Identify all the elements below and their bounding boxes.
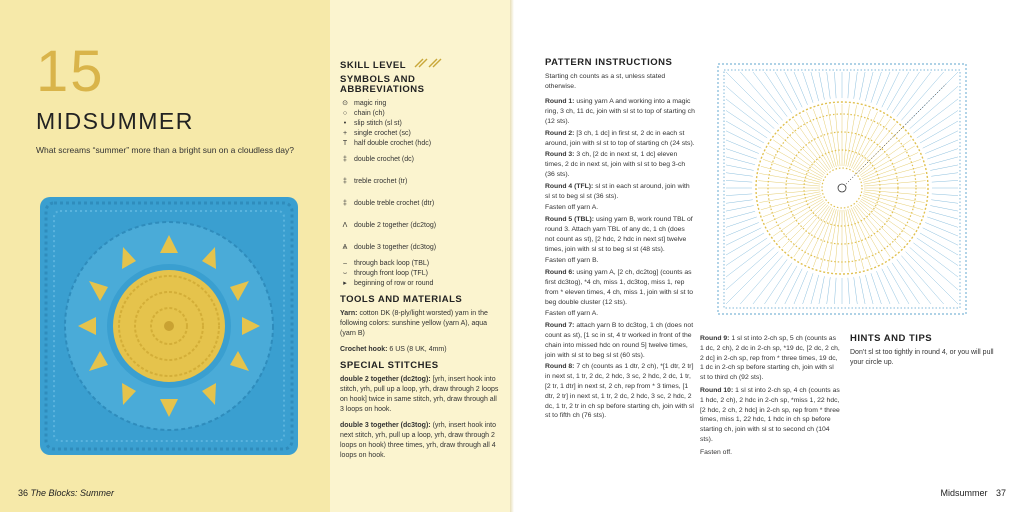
symbol-label: treble crochet (tr) [354, 178, 408, 185]
pattern-round: Fasten off yarn A. [545, 204, 599, 212]
symbol-row-slip-stitch [340, 119, 500, 129]
intro-text: What screams “summer” more than a bright sun on a cloudless day? [36, 145, 294, 155]
single-crochet-icon: + [342, 130, 348, 137]
rounds-list-continued [700, 334, 840, 458]
right-page-number: 37 [995, 488, 1006, 498]
symbol-label: magic ring [354, 100, 387, 107]
front-loop-icon: ⌣ [342, 270, 348, 277]
symbol-label: chain (ch) [354, 110, 385, 117]
pattern-round: Fasten off yarn A. [545, 310, 599, 318]
double-treble-crochet-icon: ‡ [343, 200, 347, 207]
symbol-label: double 2 together (dc2tog) [354, 222, 437, 229]
pattern-round: Round 2: [3 ch, 1 dc] in first st, 2 dc in each st around, join with sl st to top of starting ch (24 sts). [545, 129, 695, 147]
symbol-label: double 3 together (dc3tog) [354, 244, 437, 251]
pattern-instructions [545, 58, 695, 423]
symbol-label: single crochet (sc) [354, 130, 411, 137]
double-2-together-icon: Λ [342, 222, 348, 229]
symbol-row-back-loop [340, 259, 500, 269]
special-stitch-2: double 3 together (dc3tog): (yrh, insert hook into next stitch, yrh, pull up a loop, yrh, draw through 2 loops on hook) three times, yrh, draw through all 4 loops on hook. [340, 422, 496, 459]
symbol-row-single-crochet [340, 129, 500, 139]
crochet-square-photo [38, 195, 300, 457]
left-page-number: 36 [18, 488, 29, 498]
double-crochet-icon: ‡ [343, 156, 347, 163]
back-loop-icon: ⌢ [342, 260, 348, 267]
symbol-row-half-double-crochet [340, 139, 500, 149]
book-gutter [510, 0, 514, 512]
pattern-round: Fasten off yarn B. [545, 257, 599, 265]
symbol-row-chain [340, 109, 500, 119]
beginning-of-row-icon: ▸ [343, 280, 347, 287]
rounds-list [545, 97, 695, 421]
treble-crochet-icon: ‡ [343, 178, 347, 185]
pattern-round: Fasten off. [700, 448, 732, 456]
symbol-label: double crochet (dc) [354, 156, 414, 163]
page-title: MIDSUMMER [36, 108, 194, 134]
symbol-row-double-3-together [340, 237, 500, 259]
symbol-row-beginning-of-row [340, 279, 500, 289]
symbol-row-double-treble-crochet [340, 193, 500, 215]
pattern-heading: PATTERN INSTRUCTIONS [545, 57, 673, 68]
crochet-chart-diagram [714, 60, 970, 318]
pattern-round: Round 9: 1 sl st into 2-ch sp, 5 ch (counts as 1 dc, 2 ch), 2 dc in 2-ch sp, *19 dc, [2 dc, 2 ch, 2 dc] in 2-ch sp, rep from * three times, 19 dc, 1 dc in 2-ch sp before starting ch, join with sl st to third ch (92 sts). [700, 335, 840, 382]
pattern-instructions-continued [700, 334, 840, 461]
symbol-row-magic-ring [340, 99, 500, 109]
yarn-info: Yarn: cotton DK (8-ply/light worsted) yarn in the following colors: sunshine yellow (yarn A), aqua (yarn B) [340, 310, 488, 337]
slip-stitch-icon: • [343, 120, 347, 127]
symbol-list [340, 99, 500, 289]
pattern-round: Round 8: 7 ch (counts as 1 dtr, 2 ch), *[1 dtr, 2 tr] in next st, 1 tr, 2 dc, 2 hdc, 3 sc, 2 hdc, 2 dc, 1 tr, [2 tr, 1 dtr] in next st, 2 ch, rep from * 3 times, [1 dtr, 2 tr] in next st, 1 tr, 2 dc, 2 hdc, 3 sc, 2 hdc, 2 dc, 1 tr, 2 tr in ch sp before starting ch, join with sl st to fifth ch (76 sts). [545, 363, 694, 420]
pattern-round: Round 10: 1 sl st into 2-ch sp, 4 ch (counts as 1 hdc, 2 ch), 2 hdc in 2-ch sp, *miss 1, 22 hdc, [2 hdc, 2 ch, 2 hdc] in 2-ch sp, rep from * three times, miss 1, 22 hdc, 1 hdc in ch sp before starting ch, join with sl st to second ch (104 sts). [700, 386, 840, 443]
pattern-number: 15 [36, 39, 105, 104]
half-double-crochet-icon: T [342, 140, 348, 147]
symbol-row-treble-crochet [340, 171, 500, 193]
hints-section [850, 334, 1000, 368]
special-stitches-heading: SPECIAL STITCHES [340, 360, 439, 371]
chain-icon: ○ [342, 110, 348, 117]
left-footer-section: The Blocks: Summer [30, 488, 115, 498]
left-footer [18, 488, 114, 498]
hints-text: Don’t sl st too tightly in round 4, or you will pull your circle up. [850, 349, 994, 366]
symbol-label: half double crochet (hdc) [354, 140, 432, 147]
right-footer [934, 488, 1006, 498]
pattern-round: Round 3: 3 ch, [2 dc in next st, 1 dc] eleven times, 2 dc in next st, join with sl st to beg 3-ch (36 sts). [545, 151, 686, 178]
symbol-label: double treble crochet (dtr) [354, 200, 435, 207]
symbol-row-front-loop [340, 269, 500, 279]
skill-level-heading: SKILL LEVEL [340, 58, 500, 71]
right-footer-title: Midsummer [940, 488, 988, 498]
symbol-label: slip stitch (sl st) [354, 120, 402, 127]
symbol-label: through back loop (TBL) [354, 260, 430, 267]
symbol-row-double-crochet [340, 149, 500, 171]
pattern-round: Round 4 (TFL): sl st in each st around, join with sl st to beg sl st (36 sts). [545, 182, 690, 200]
pattern-round: Round 1: using yarn A and working into a magic ring, 3 ch, 11 dc, join with sl st to top of starting ch (12 sts). [545, 98, 695, 125]
pattern-lead: Starting ch counts as a st, unless stated otherwise. [545, 72, 666, 90]
magic-ring-icon: ⊙ [342, 100, 348, 107]
symbol-row-double-2-together [340, 215, 500, 237]
symbol-label: beginning of row or round [354, 280, 434, 287]
special-stitch-1: double 2 together (dc2tog): [yrh, insert hook into stitch, yrh, pull up a loop, yrh, draw through 2 loops on hook] twice in same stitch, yrh, draw through all 3 loops on hook. [340, 376, 499, 413]
pattern-round: Round 7: attach yarn B to dc3tog, 1 ch (does not count as st), [1 sc in st, 4 tr worked in front of the chain into missed hdc on round 5] twelve times, join with sl st to beg sl st (60 sts). [545, 322, 694, 359]
symbols-column [340, 58, 500, 467]
double-3-together-icon: Ѧ [342, 244, 348, 251]
skill-level-hooks-icon [409, 58, 443, 68]
pattern-round: Round 6: using yarn A, [2 ch, dc2tog] (counts as first dc3tog), *4 ch, miss 1, dc3tog, miss 1, rep from * eleven times, 4 ch, miss 1, join with sl st to beg double cluster (12 sts). [545, 269, 694, 306]
symbols-heading: SYMBOLS AND ABBREVIATIONS [340, 74, 425, 95]
tools-heading: TOOLS AND MATERIALS [340, 294, 463, 305]
hook-info: Crochet hook: 6 US (8 UK, 4mm) [340, 346, 447, 353]
pattern-round: Round 5 (TBL): using yarn B, work round TBL of round 3. Attach yarn TBL of any dc, 1 ch (does not count as st), [2 hdc, 2 hdc in next st] twelve times, join with sl st to beg sl st (48 sts). [545, 216, 693, 253]
hints-heading: HINTS AND TIPS [850, 333, 933, 344]
symbol-label: through front loop (TFL) [354, 270, 428, 277]
